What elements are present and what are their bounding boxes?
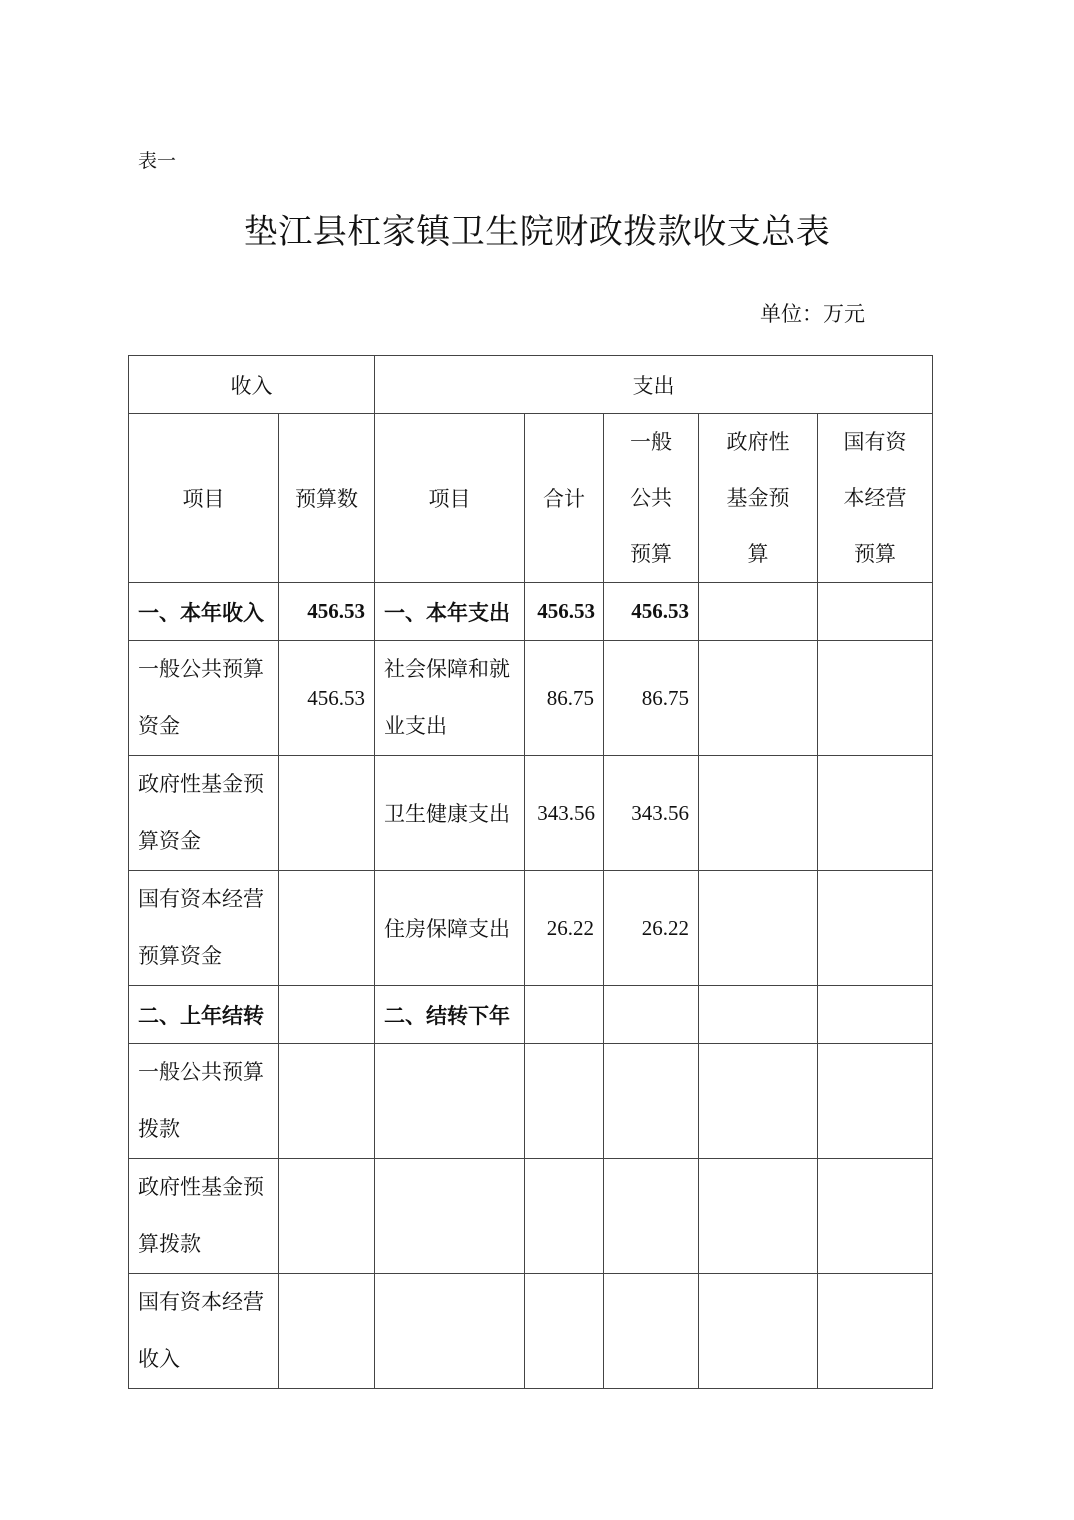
income-item-line: 国有资本经营 bbox=[138, 1290, 264, 1314]
expense-fund-budget bbox=[699, 756, 818, 871]
page-title: 垫江县杠家镇卫生院财政拨款收支总表 bbox=[243, 212, 831, 252]
col-header-state-capital-budget bbox=[818, 414, 933, 583]
expense-state-budget bbox=[818, 583, 933, 641]
expense-total: 456.53 bbox=[525, 583, 604, 641]
expense-state-budget bbox=[818, 1044, 933, 1159]
col-header-fund-line: 政府性 bbox=[726, 430, 790, 454]
expense-state-budget bbox=[818, 756, 933, 871]
col-header-general-line: 公共 bbox=[630, 486, 672, 510]
expense-item-line: 社会保障和就 bbox=[384, 657, 510, 681]
expense-state-budget bbox=[818, 986, 933, 1044]
budget-table bbox=[128, 355, 933, 1389]
income-item-line: 算资金 bbox=[138, 829, 201, 853]
expense-state-budget bbox=[818, 1159, 933, 1274]
col-header-fund-line: 算 bbox=[747, 542, 769, 566]
expense-fund-budget bbox=[699, 583, 818, 641]
col-header-expense-item: 项目 bbox=[375, 414, 525, 583]
col-header-general-line: 预算 bbox=[630, 542, 672, 566]
expense-general-budget bbox=[604, 986, 699, 1044]
expense-fund-budget bbox=[699, 641, 818, 756]
income-amount bbox=[279, 1159, 375, 1274]
expense-item: 住房保障支出 bbox=[375, 871, 525, 986]
col-header-budget: 预算数 bbox=[279, 414, 375, 583]
income-item-line: 算拨款 bbox=[138, 1232, 201, 1256]
col-header-income-item: 项目 bbox=[129, 414, 279, 583]
col-header-fund-budget bbox=[699, 414, 818, 583]
expense-item: 二、结转下年 bbox=[375, 986, 525, 1044]
expense-item bbox=[375, 641, 525, 756]
col-header-state-line: 国有资 bbox=[843, 430, 907, 454]
income-item bbox=[129, 1044, 279, 1159]
table-row bbox=[129, 986, 933, 1044]
income-item-line: 资金 bbox=[138, 714, 180, 738]
income-item bbox=[129, 871, 279, 986]
income-amount bbox=[279, 1044, 375, 1159]
expense-header: 支出 bbox=[375, 356, 933, 414]
col-header-general-line: 一般 bbox=[630, 430, 672, 454]
income-amount: 456.53 bbox=[279, 641, 375, 756]
expense-fund-budget bbox=[699, 1044, 818, 1159]
expense-general-budget: 26.22 bbox=[604, 871, 699, 986]
income-item bbox=[129, 756, 279, 871]
expense-general-budget bbox=[604, 1044, 699, 1159]
unit-label: 单位：万元 bbox=[760, 302, 865, 326]
income-amount bbox=[279, 1274, 375, 1389]
expense-item bbox=[375, 1274, 525, 1389]
expense-fund-budget bbox=[699, 1274, 818, 1389]
expense-total bbox=[525, 1274, 604, 1389]
income-item: 一、本年收入 bbox=[129, 583, 279, 641]
expense-state-budget bbox=[818, 1274, 933, 1389]
income-item-line: 一般公共预算 bbox=[138, 657, 264, 681]
header-row-columns bbox=[129, 414, 933, 583]
table-row bbox=[129, 583, 933, 641]
income-item-line: 政府性基金预 bbox=[138, 1175, 264, 1199]
expense-item bbox=[375, 1159, 525, 1274]
expense-total bbox=[525, 986, 604, 1044]
expense-state-budget bbox=[818, 871, 933, 986]
income-item-line: 收入 bbox=[138, 1347, 180, 1371]
table-row bbox=[129, 641, 933, 756]
col-header-general-budget bbox=[604, 414, 699, 583]
table-row bbox=[129, 1044, 933, 1159]
income-item-line: 政府性基金预 bbox=[138, 772, 264, 796]
expense-general-budget: 86.75 bbox=[604, 641, 699, 756]
expense-total: 26.22 bbox=[525, 871, 604, 986]
income-amount bbox=[279, 986, 375, 1044]
income-item bbox=[129, 1274, 279, 1389]
expense-total: 343.56 bbox=[525, 756, 604, 871]
income-item: 二、上年结转 bbox=[129, 986, 279, 1044]
income-header: 收入 bbox=[129, 356, 375, 414]
expense-item bbox=[375, 1044, 525, 1159]
expense-state-budget bbox=[818, 641, 933, 756]
income-amount bbox=[279, 756, 375, 871]
expense-total: 86.75 bbox=[525, 641, 604, 756]
col-header-state-line: 本经营 bbox=[843, 486, 907, 510]
expense-general-budget bbox=[604, 1274, 699, 1389]
table-row bbox=[129, 1274, 933, 1389]
expense-fund-budget bbox=[699, 1159, 818, 1274]
expense-item: 卫生健康支出 bbox=[375, 756, 525, 871]
table-label: 表一 bbox=[138, 150, 177, 172]
col-header-fund-line: 基金预 bbox=[726, 486, 790, 510]
income-item-line: 预算资金 bbox=[138, 944, 222, 968]
expense-general-budget bbox=[604, 1159, 699, 1274]
expense-item-line: 业支出 bbox=[384, 714, 447, 738]
expense-fund-budget bbox=[699, 986, 818, 1044]
table-row bbox=[129, 1159, 933, 1274]
table-row bbox=[129, 871, 933, 986]
table-row bbox=[129, 756, 933, 871]
income-amount bbox=[279, 871, 375, 986]
expense-item: 一、本年支出 bbox=[375, 583, 525, 641]
income-item bbox=[129, 1159, 279, 1274]
income-item-line: 拨款 bbox=[138, 1117, 180, 1141]
header-row-sections bbox=[129, 356, 933, 414]
expense-total bbox=[525, 1044, 604, 1159]
income-item-line: 一般公共预算 bbox=[138, 1060, 264, 1084]
expense-total bbox=[525, 1159, 604, 1274]
expense-fund-budget bbox=[699, 871, 818, 986]
income-item-line: 国有资本经营 bbox=[138, 887, 264, 911]
income-amount: 456.53 bbox=[279, 583, 375, 641]
expense-general-budget: 343.56 bbox=[604, 756, 699, 871]
col-header-state-line: 预算 bbox=[854, 542, 897, 566]
col-header-total: 合计 bbox=[525, 414, 604, 583]
income-item bbox=[129, 641, 279, 756]
expense-general-budget: 456.53 bbox=[604, 583, 699, 641]
